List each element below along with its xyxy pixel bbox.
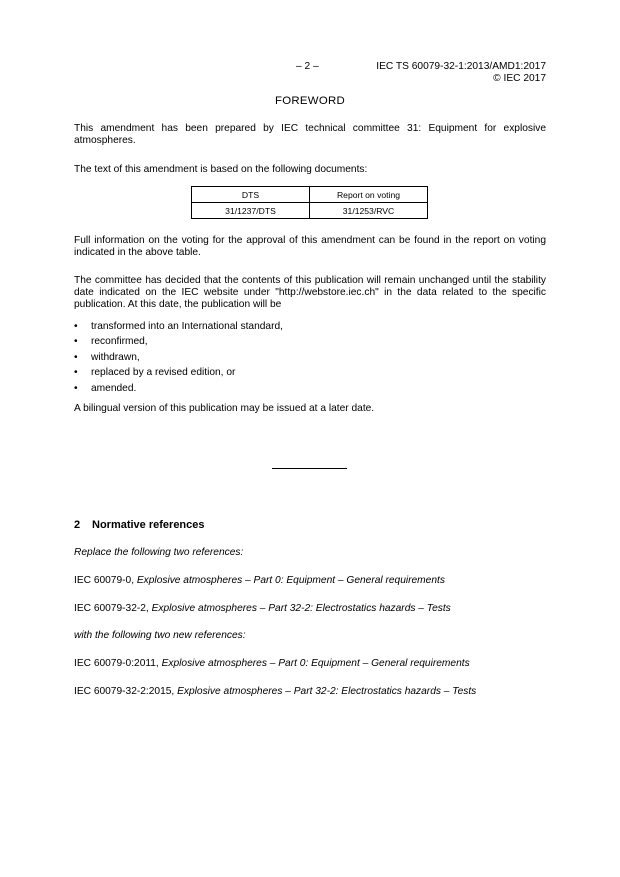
list-item: • amended. (74, 381, 283, 396)
reference-old-1: IEC 60079-0, Explosive atmospheres – Part 0: Equipment – General requirements (74, 575, 445, 586)
copyright: © IEC 2017 (493, 72, 546, 84)
bullet-icon: • (74, 367, 78, 379)
paragraph-voting-info: Full information on the voting for the approval of this amendment can be found in the report on voting indicated in the above table. (74, 235, 546, 259)
reference-new-2: IEC 60079-32-2:2015, Explosive atmospheres – Part 32-2: Electrostatics hazards – Tests (74, 686, 477, 697)
paragraph-bilingual: A bilingual version of this publication may be issued at a later date. (74, 403, 375, 414)
list-item: • replaced by a revised edition, or (74, 365, 283, 380)
with-intro: with the following two new references: (74, 630, 246, 641)
paragraph-committee: This amendment has been prepared by IEC technical committee 31: Equipment for explosive atmospheres. (74, 123, 546, 147)
divider (272, 468, 347, 469)
document-id: IEC TS 60079-32-1:2013/AMD1:2017 (376, 61, 546, 72)
table-header-cell: Report on voting (310, 187, 428, 203)
paragraph-documents-intro: The text of this amendment is based on the following documents: (74, 164, 368, 175)
reference-new-1: IEC 60079-0:2011, Explosive atmospheres – Part 0: Equipment – General requirements (74, 658, 470, 669)
reference-old-2: IEC 60079-32-2, Explosive atmospheres – Part 32-2: Electrostatics hazards – Tests (74, 603, 451, 614)
page-number: – 2 – (296, 61, 319, 72)
bullet-icon: • (74, 321, 78, 332)
table-cell: 31/1253/RVC (310, 203, 428, 219)
table-header-row (192, 187, 428, 203)
bullet-icon: • (74, 336, 78, 348)
section-title: Normative references (92, 519, 205, 531)
bullet-icon: • (74, 382, 78, 394)
replace-intro: Replace the following two references: (74, 547, 244, 558)
section-number: 2 (74, 519, 81, 531)
list-item: • withdrawn, (74, 350, 283, 365)
paragraph-stability: The committee has decided that the contents of this publication will remain unchanged until the stability date indicated on the IEC website under "http://webstore.iec.ch" in the data related to the specific publication. At this date, the publication will be (74, 275, 546, 311)
header-right (376, 61, 546, 84)
list-item: • transformed into an International standard, (74, 319, 283, 334)
bullet-icon: • (74, 351, 78, 363)
voting-table (191, 186, 428, 219)
foreword-title: FOREWORD (274, 95, 346, 107)
section-heading (74, 519, 205, 531)
outcome-list (74, 319, 283, 396)
table-cell: 31/1237/DTS (192, 203, 310, 219)
table-row (192, 203, 428, 219)
table-header-cell: DTS (192, 187, 310, 203)
list-item: • reconfirmed, (74, 334, 283, 349)
